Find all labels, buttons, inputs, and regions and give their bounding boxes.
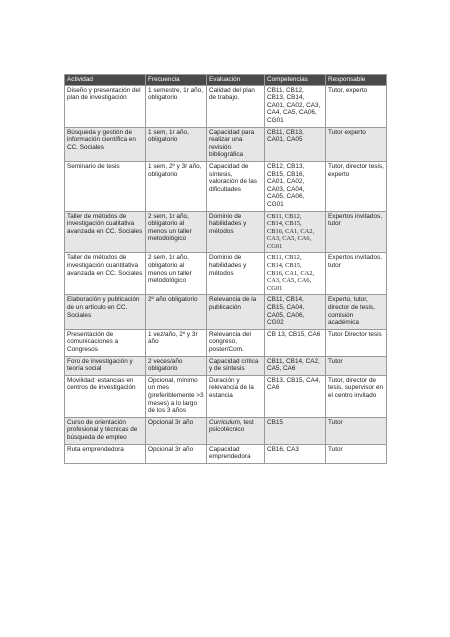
cell-frecuencia: 2 veces/año obligatorio	[146, 356, 207, 375]
cell-responsable: Tutor	[326, 417, 387, 444]
cell-responsable: Tutor Director tesis	[326, 329, 387, 356]
cell-responsable: Tutor	[326, 356, 387, 375]
activities-table	[64, 74, 387, 464]
cell-competencias	[265, 85, 326, 127]
table-row	[65, 295, 387, 329]
cell-evaluacion: Dominio de habilidades y métodos	[207, 211, 265, 253]
cell-evaluacion: Calidad del plan de trabajo.	[207, 85, 265, 127]
competencias-line: CB14, CB15,	[267, 220, 302, 228]
cell-competencias	[265, 127, 326, 161]
competencias-line: CA05, CA06,	[267, 193, 305, 201]
competencias-line: CB 13, CB15, CA6	[267, 330, 321, 338]
cell-frecuencia: Opcional 3r año	[146, 417, 207, 444]
header-actividad: Actividad	[65, 75, 146, 86]
cell-frecuencia: 1 sem, 2º y 3r año, obligatorio	[146, 161, 207, 211]
cell-actividad: Seminario de tesis	[65, 161, 146, 211]
cell-evaluacion: Capacidad crítica y de síntesis	[207, 356, 265, 375]
cell-evaluacion: Capacidad de síntesis, valoración de las dificultades	[207, 161, 265, 211]
table-row	[65, 161, 387, 211]
table-row	[65, 356, 387, 375]
competencias-line: CB15, CB16,	[267, 170, 305, 178]
competencias-line: CB13, CB14,	[267, 94, 305, 102]
cell-evaluacion	[207, 417, 265, 444]
competencias-line: CB11, CB12,	[267, 86, 304, 94]
competencias-line: CA01, CA05	[267, 136, 303, 144]
competencias-line: CB13, CB15, CA4,	[267, 376, 321, 384]
competencias-line: CB16, CA3	[267, 445, 299, 453]
evaluacion-text: test psicotécnico	[209, 418, 254, 434]
competencias-line: CB11, CB14, CA2,	[267, 357, 320, 365]
cell-actividad: Diseño y presentación del plan de investigación	[65, 85, 146, 127]
competencias-line: CG01	[267, 116, 284, 124]
cell-competencias	[265, 375, 326, 417]
competencias-line: CB11, CB13,	[267, 128, 304, 136]
cell-evaluacion: Duración y relevancia de la estancia	[207, 375, 265, 417]
cell-frecuencia: 1 semestre, 1r año, obligatorio	[146, 85, 207, 127]
competencias-line: CB16, CA1, CA2,	[267, 269, 315, 277]
cell-competencias	[265, 253, 326, 295]
table-row	[65, 85, 387, 127]
competencias-line: CG02	[267, 319, 284, 327]
competencias-line: CB15, CA04,	[267, 304, 305, 312]
cell-frecuencia: 2 sem, 1r año, obligatorio al menos un taller metodológico	[146, 253, 207, 295]
cell-frecuencia: Opcional 3r año	[146, 444, 207, 463]
competencias-line: CB11, CB14,	[267, 296, 304, 304]
table-row	[65, 127, 387, 161]
competencias-line: CB15	[267, 418, 283, 426]
cell-competencias	[265, 211, 326, 253]
cell-actividad: Búsqueda y gestión de información científica en CC. Sociales	[65, 127, 146, 161]
cell-actividad: Curso de orientación profesional y técnicas de búsqueda de empleo	[65, 417, 146, 444]
competencias-line: CA03, CA04,	[267, 185, 305, 193]
header-competencias: Competencias	[265, 75, 326, 86]
cell-competencias	[265, 295, 326, 329]
cell-frecuencia: 2º año obligatorio	[146, 295, 207, 329]
cell-evaluacion: Capacidad para realizar una revisión bibliográfica	[207, 127, 265, 161]
cell-competencias	[265, 329, 326, 356]
competencias-line: CG01	[267, 200, 284, 208]
competencias-line: CB11, CB12,	[267, 254, 302, 262]
cell-evaluacion: Dominio de habilidades y métodos	[207, 253, 265, 295]
table-row	[65, 444, 387, 463]
cell-actividad: Ruta emprendedora	[65, 444, 146, 463]
cell-evaluacion: Relevancia del congreso, poster/Com.	[207, 329, 265, 356]
cell-evaluacion: Relevancia de la publicación	[207, 295, 265, 329]
cell-responsable: Expertos invitados, tutor	[326, 211, 387, 253]
competencias-line: CB14, CB15,	[267, 262, 302, 270]
cell-responsable: Tutor	[326, 444, 387, 463]
table-row	[65, 253, 387, 295]
cell-actividad: Elaboración y publicación de un artículo en CC. Sociales	[65, 295, 146, 329]
competencias-line: CA5, CA6	[267, 365, 296, 373]
header-frecuencia: Frecuencia	[146, 75, 207, 86]
competencias-line: CA4, CA5, CA06,	[267, 109, 317, 117]
table-row	[65, 329, 387, 356]
cell-actividad: Foro de investigación y teoría social	[65, 356, 146, 375]
cell-competencias	[265, 417, 326, 444]
competencias-line: CB16, CA1, CA2,	[267, 227, 315, 235]
cell-evaluacion: Capacidad emprendedora	[207, 444, 265, 463]
competencias-line: CA01, CA02,	[267, 178, 305, 186]
cell-frecuencia: Opcional, mínimo un mes (preferiblemente >3 meses) a lo largo de los 3 años	[146, 375, 207, 417]
cell-competencias	[265, 161, 326, 211]
cell-responsable: Tutor, director de tesis, supervisor en el centro invitado	[326, 375, 387, 417]
competencias-line: CA6	[267, 384, 280, 392]
competencias-line: CG01	[267, 242, 283, 250]
cell-actividad: Movilidad: estancias en centros de investigación	[65, 375, 146, 417]
cell-responsable: Tutor, experto	[326, 85, 387, 127]
cell-actividad: Taller de métodos de investigación cuantitativa avanzada en CC. Sociales	[65, 253, 146, 295]
competencias-line: CB12, CB13,	[267, 162, 305, 170]
cell-competencias	[265, 444, 326, 463]
competencias-line: CG01	[267, 284, 283, 292]
cell-frecuencia: 1 vez/año, 2º y 3r año	[146, 329, 207, 356]
table-row	[65, 417, 387, 444]
cell-responsable: Tutor, director tesis, experto	[326, 161, 387, 211]
header-evaluacion: Evaluación	[207, 75, 265, 86]
table-header-row	[65, 75, 387, 86]
cell-frecuencia: 2 sem, 1r año, obligatorio al menos un taller metodológico	[146, 211, 207, 253]
competencias-line: CA05, CA06,	[267, 311, 305, 319]
header-responsable: Responsable	[326, 75, 387, 86]
table-row	[65, 375, 387, 417]
competencias-line: CA3, CA5, CA6,	[267, 235, 312, 243]
cell-frecuencia: 1 sem, 1r año, obligatorio	[146, 127, 207, 161]
cell-actividad: Presentación de comunicaciones a Congresos	[65, 329, 146, 356]
cell-competencias	[265, 356, 326, 375]
cell-responsable: Experto, tutor, director de tesis, comisión académica	[326, 295, 387, 329]
table-row	[65, 211, 387, 253]
competencias-line: CA3, CA5, CA6,	[267, 277, 312, 285]
competencias-line: CB11, CB12,	[267, 212, 302, 220]
cell-responsable: Tutor experto	[326, 127, 387, 161]
cell-responsable: Expertos invitados, tutor	[326, 253, 387, 295]
evaluacion-italic: Curriculum,	[209, 418, 242, 426]
competencias-line: CA01, CA02, CA3,	[267, 101, 321, 109]
cell-actividad: Taller de métodos de investigación cualitativa avanzada en CC. Sociales	[65, 211, 146, 253]
